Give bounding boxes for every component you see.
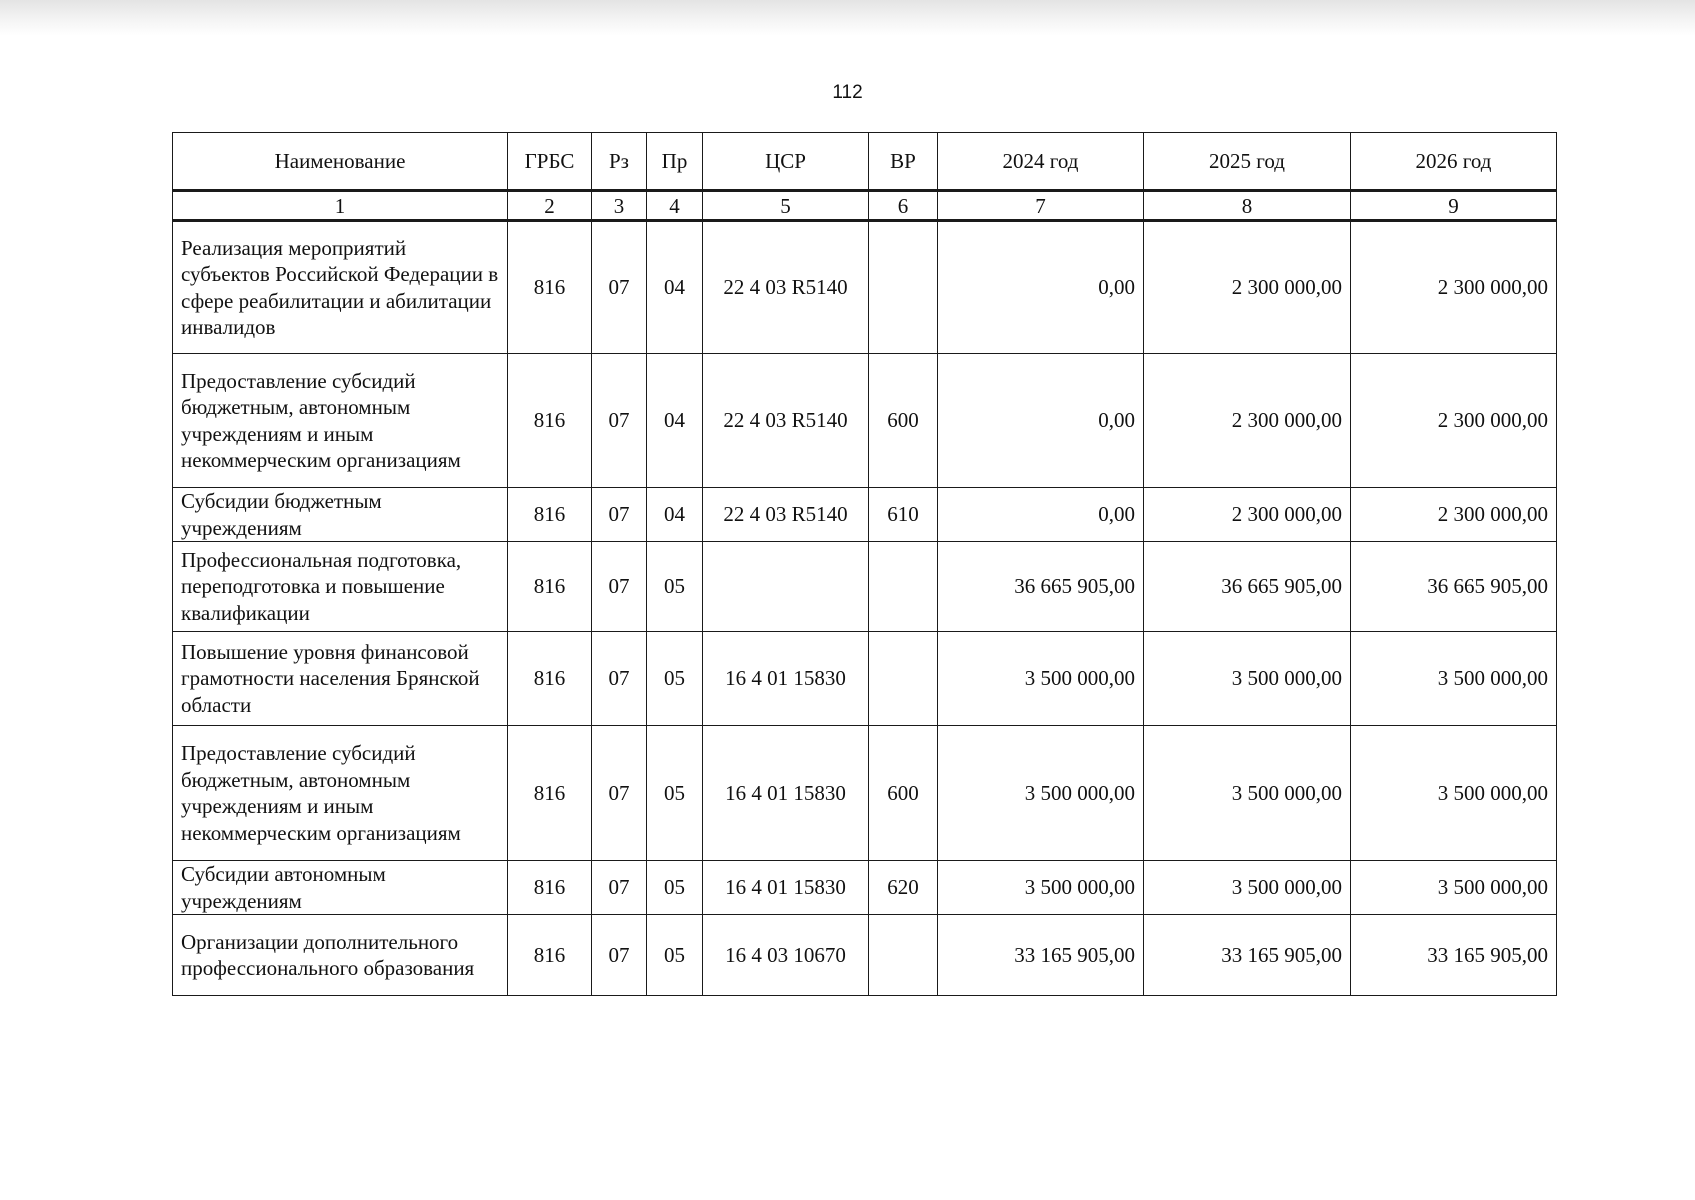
row-pr: 05 bbox=[647, 861, 703, 915]
table-row bbox=[173, 221, 1557, 354]
row-name: Реализация мероприятий субъектов Российской Федерации в сфере реабилитации и абилитации инвалидов bbox=[173, 221, 508, 354]
table-row bbox=[173, 915, 1557, 996]
row-amount-2026: 3 500 000,00 bbox=[1351, 861, 1557, 915]
row-csr: 22 4 03 R5140 bbox=[703, 221, 869, 354]
row-rz: 07 bbox=[592, 726, 647, 861]
row-csr: 16 4 01 15830 bbox=[703, 632, 869, 726]
row-csr: 22 4 03 R5140 bbox=[703, 488, 869, 542]
row-csr: 16 4 01 15830 bbox=[703, 861, 869, 915]
header-rz: Рз bbox=[592, 133, 647, 191]
header-row bbox=[173, 133, 1557, 191]
row-pr: 05 bbox=[647, 632, 703, 726]
scan-edge-shadow bbox=[0, 0, 1695, 36]
table-row bbox=[173, 542, 1557, 632]
column-number: 8 bbox=[1144, 191, 1351, 221]
row-amount-2024: 36 665 905,00 bbox=[938, 542, 1144, 632]
row-pr: 05 bbox=[647, 726, 703, 861]
row-rz: 07 bbox=[592, 354, 647, 488]
row-name: Организации дополнительного профессионального образования bbox=[173, 915, 508, 996]
column-number: 9 bbox=[1351, 191, 1557, 221]
column-number-row bbox=[173, 191, 1557, 221]
row-vr bbox=[869, 542, 938, 632]
row-vr: 600 bbox=[869, 726, 938, 861]
row-name: Предоставление субсидий бюджетным, автономным учреждениям и иным некоммерческим организациям bbox=[173, 354, 508, 488]
row-rz: 07 bbox=[592, 221, 647, 354]
row-vr: 600 bbox=[869, 354, 938, 488]
row-amount-2024: 3 500 000,00 bbox=[938, 726, 1144, 861]
row-grbs: 816 bbox=[508, 632, 592, 726]
row-vr bbox=[869, 221, 938, 354]
row-grbs: 816 bbox=[508, 915, 592, 996]
row-grbs: 816 bbox=[508, 488, 592, 542]
row-amount-2026: 3 500 000,00 bbox=[1351, 632, 1557, 726]
row-amount-2025: 3 500 000,00 bbox=[1144, 632, 1351, 726]
row-amount-2024: 33 165 905,00 bbox=[938, 915, 1144, 996]
row-grbs: 816 bbox=[508, 221, 592, 354]
row-csr: 22 4 03 R5140 bbox=[703, 354, 869, 488]
column-number: 3 bbox=[592, 191, 647, 221]
row-pr: 05 bbox=[647, 542, 703, 632]
header-csr: ЦСР bbox=[703, 133, 869, 191]
row-name: Субсидии бюджетным учреждениям bbox=[173, 488, 508, 542]
row-pr: 05 bbox=[647, 915, 703, 996]
row-amount-2026: 3 500 000,00 bbox=[1351, 726, 1557, 861]
row-amount-2025: 3 500 000,00 bbox=[1144, 861, 1351, 915]
row-amount-2025: 2 300 000,00 bbox=[1144, 488, 1351, 542]
row-amount-2025: 2 300 000,00 bbox=[1144, 354, 1351, 488]
row-vr: 610 bbox=[869, 488, 938, 542]
header-2024: 2024 год bbox=[938, 133, 1144, 191]
row-pr: 04 bbox=[647, 221, 703, 354]
row-amount-2025: 36 665 905,00 bbox=[1144, 542, 1351, 632]
header-pr: Пр bbox=[647, 133, 703, 191]
row-amount-2025: 3 500 000,00 bbox=[1144, 726, 1351, 861]
row-name: Субсидии автономным учреждениям bbox=[173, 861, 508, 915]
column-number: 2 bbox=[508, 191, 592, 221]
row-amount-2024: 0,00 bbox=[938, 221, 1144, 354]
row-amount-2026: 2 300 000,00 bbox=[1351, 488, 1557, 542]
header-2026: 2026 год bbox=[1351, 133, 1557, 191]
row-rz: 07 bbox=[592, 915, 647, 996]
row-amount-2026: 33 165 905,00 bbox=[1351, 915, 1557, 996]
row-name: Повышение уровня финансовой грамотности населения Брянской области bbox=[173, 632, 508, 726]
row-csr: 16 4 03 10670 bbox=[703, 915, 869, 996]
column-number: 5 bbox=[703, 191, 869, 221]
row-csr bbox=[703, 542, 869, 632]
row-vr bbox=[869, 915, 938, 996]
header-name: Наименование bbox=[173, 133, 508, 191]
header-vr: ВР bbox=[869, 133, 938, 191]
row-grbs: 816 bbox=[508, 542, 592, 632]
row-rz: 07 bbox=[592, 632, 647, 726]
row-pr: 04 bbox=[647, 354, 703, 488]
row-rz: 07 bbox=[592, 542, 647, 632]
row-amount-2024: 0,00 bbox=[938, 354, 1144, 488]
table-row bbox=[173, 488, 1557, 542]
row-grbs: 816 bbox=[508, 354, 592, 488]
row-vr: 620 bbox=[869, 861, 938, 915]
table-row bbox=[173, 726, 1557, 861]
row-grbs: 816 bbox=[508, 861, 592, 915]
row-amount-2026: 2 300 000,00 bbox=[1351, 221, 1557, 354]
row-rz: 07 bbox=[592, 861, 647, 915]
row-csr: 16 4 01 15830 bbox=[703, 726, 869, 861]
row-amount-2024: 0,00 bbox=[938, 488, 1144, 542]
row-rz: 07 bbox=[592, 488, 647, 542]
header-grbs: ГРБС bbox=[508, 133, 592, 191]
budget-table bbox=[172, 132, 1557, 996]
row-amount-2024: 3 500 000,00 bbox=[938, 861, 1144, 915]
row-pr: 04 bbox=[647, 488, 703, 542]
row-amount-2025: 2 300 000,00 bbox=[1144, 221, 1351, 354]
column-number: 7 bbox=[938, 191, 1144, 221]
table-row bbox=[173, 632, 1557, 726]
page-number: 112 bbox=[832, 82, 863, 103]
table-row bbox=[173, 861, 1557, 915]
column-number: 6 bbox=[869, 191, 938, 221]
header-2025: 2025 год bbox=[1144, 133, 1351, 191]
row-name: Предоставление субсидий бюджетным, автономным учреждениям и иным некоммерческим организациям bbox=[173, 726, 508, 861]
row-amount-2026: 36 665 905,00 bbox=[1351, 542, 1557, 632]
row-name: Профессиональная подготовка, переподготовка и повышение квалификации bbox=[173, 542, 508, 632]
row-amount-2026: 2 300 000,00 bbox=[1351, 354, 1557, 488]
table-row bbox=[173, 354, 1557, 488]
column-number: 4 bbox=[647, 191, 703, 221]
column-number: 1 bbox=[173, 191, 508, 221]
row-amount-2025: 33 165 905,00 bbox=[1144, 915, 1351, 996]
row-vr bbox=[869, 632, 938, 726]
row-amount-2024: 3 500 000,00 bbox=[938, 632, 1144, 726]
row-grbs: 816 bbox=[508, 726, 592, 861]
